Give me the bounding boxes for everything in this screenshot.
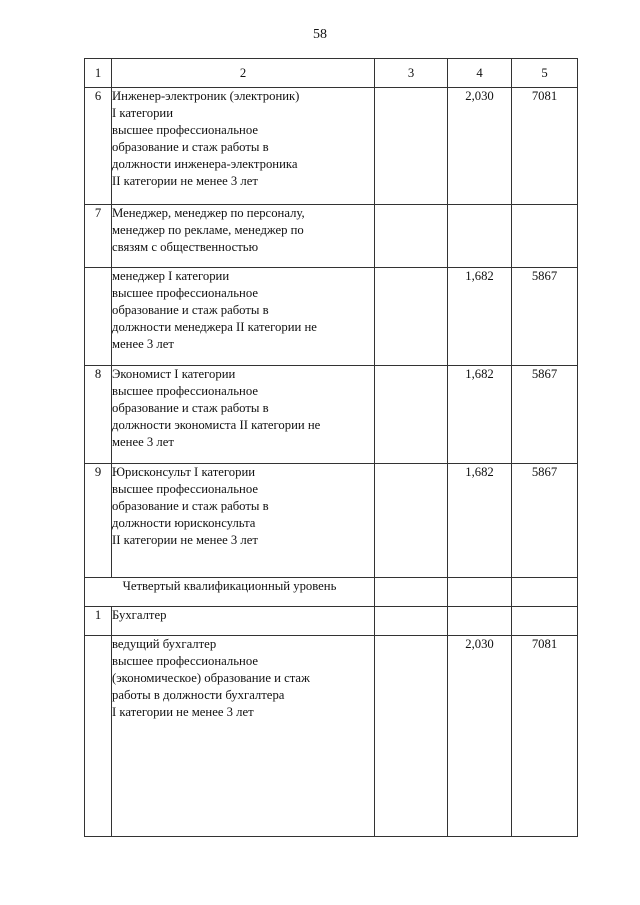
description-line: I категории не менее 3 лет — [112, 705, 254, 719]
description-line: образование и стаж работы в — [112, 140, 269, 154]
table-row — [85, 88, 578, 205]
row-number: 9 — [85, 464, 112, 578]
col-3-cell — [375, 205, 448, 268]
header-col-3: 3 — [375, 59, 448, 88]
description-line: Юрисконсульт I категории — [112, 465, 256, 479]
description-line: образование и стаж работы в — [112, 401, 269, 415]
row-number: 7 — [85, 205, 112, 268]
description-line: II категории не менее 3 лет — [112, 174, 258, 188]
position-description — [112, 607, 375, 636]
table-row — [85, 268, 578, 366]
col-3-cell — [375, 464, 448, 578]
coefficient-cell: 1,682 — [448, 366, 512, 464]
coefficient-cell: 1,682 — [448, 268, 512, 366]
salary-table — [84, 58, 578, 837]
description-line: должности инженера-электроника — [112, 157, 298, 171]
description-line: высшее профессиональное — [112, 654, 258, 668]
col-3-cell — [375, 578, 448, 607]
coefficient-cell — [448, 607, 512, 636]
col-3-cell — [375, 607, 448, 636]
description-line: высшее профессиональное — [112, 482, 258, 496]
coefficient-cell — [448, 205, 512, 268]
salary-cell — [512, 607, 578, 636]
description-line: Менеджер, менеджер по персоналу, — [112, 206, 305, 220]
coefficient-cell: 1,682 — [448, 464, 512, 578]
description-line: Инженер-электроник (электроник) — [112, 89, 300, 103]
description-line: связям с общественностью — [112, 240, 259, 254]
description-line: ведущий бухгалтер — [112, 637, 217, 651]
row-number: 1 — [85, 607, 112, 636]
position-description — [112, 636, 375, 837]
description-line: образование и стаж работы в — [112, 499, 269, 513]
position-description — [112, 205, 375, 268]
description-line: менее 3 лет — [112, 435, 174, 449]
col-4-cell — [448, 578, 512, 607]
header-col-1: 1 — [85, 59, 112, 88]
description-line: высшее профессиональное — [112, 123, 258, 137]
col-3-cell — [375, 366, 448, 464]
description-line: высшее профессиональное — [112, 384, 258, 398]
position-description — [112, 366, 375, 464]
table-row — [85, 636, 578, 837]
description-line: должности юрисконсульта — [112, 516, 256, 530]
header-col-4: 4 — [448, 59, 512, 88]
qualification-level-row — [85, 578, 578, 607]
qualification-level-title: Четвертый квалификационный уровень — [85, 578, 375, 607]
page-number: 58 — [313, 27, 327, 42]
description-line: I категории — [112, 106, 174, 120]
description-line: высшее профессиональное — [112, 286, 258, 300]
salary-cell: 5867 — [512, 366, 578, 464]
salary-cell: 5867 — [512, 268, 578, 366]
salary-cell — [512, 205, 578, 268]
description-line: (экономическое) образование и стаж — [112, 671, 310, 685]
table-header-row — [85, 59, 578, 88]
col-3-cell — [375, 636, 448, 837]
salary-cell: 7081 — [512, 636, 578, 837]
coefficient-cell: 2,030 — [448, 636, 512, 837]
position-description — [112, 268, 375, 366]
description-line: менеджер I категории — [112, 269, 230, 283]
description-line: работы в должности бухгалтера — [112, 688, 285, 702]
description-line: менеджер по рекламе, менеджер по — [112, 223, 304, 237]
salary-cell: 5867 — [512, 464, 578, 578]
header-col-5: 5 — [512, 59, 578, 88]
description-line: образование и стаж работы в — [112, 303, 269, 317]
coefficient-cell: 2,030 — [448, 88, 512, 205]
position-description — [112, 464, 375, 578]
row-number: 6 — [85, 88, 112, 205]
col-3-cell — [375, 268, 448, 366]
row-number — [85, 636, 112, 837]
table-row — [85, 464, 578, 578]
row-number — [85, 268, 112, 366]
description-line: должности менеджера II категории не — [112, 320, 317, 334]
description-line: II категории не менее 3 лет — [112, 533, 258, 547]
position-description — [112, 88, 375, 205]
table-row — [85, 205, 578, 268]
header-col-2: 2 — [112, 59, 375, 88]
description-line: Бухгалтер — [112, 608, 167, 622]
col-5-cell — [512, 578, 578, 607]
table-row — [85, 366, 578, 464]
description-line: менее 3 лет — [112, 337, 174, 351]
description-line: должности экономиста II категории не — [112, 418, 321, 432]
salary-cell: 7081 — [512, 88, 578, 205]
table-row — [85, 607, 578, 636]
description-line: Экономист I категории — [112, 367, 236, 381]
row-number: 8 — [85, 366, 112, 464]
col-3-cell — [375, 88, 448, 205]
